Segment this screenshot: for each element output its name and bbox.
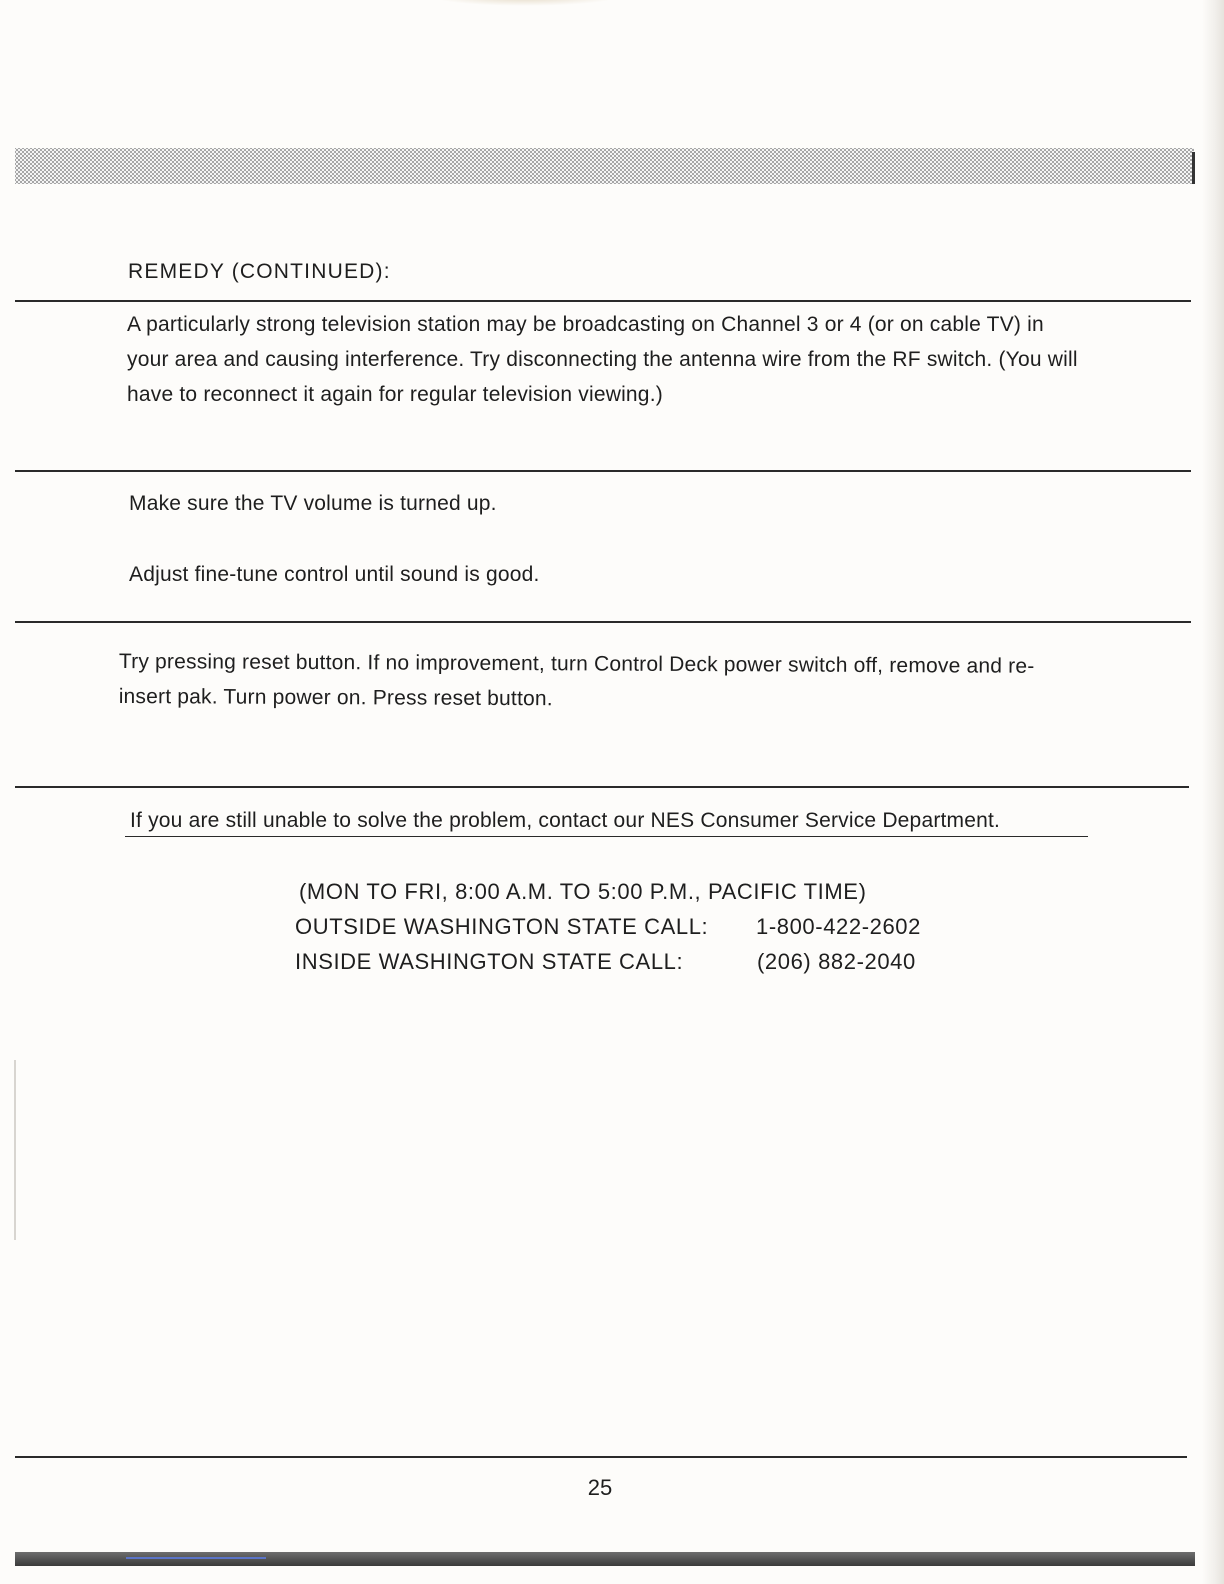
page-right-edge	[1202, 0, 1224, 1584]
top-smudge	[430, 0, 620, 6]
remedy-fine-tune-text: Adjust fine-tune control until sound is good.	[129, 563, 540, 586]
section-divider	[15, 300, 1191, 302]
bottom-edge-strip	[126, 1557, 266, 1559]
dotted-header-band-cap	[1192, 152, 1195, 184]
remedy-reset-text: Try pressing reset button. If no improvement, turn Control Deck power switch off, remove and re-insert pak. Turn power on. Press reset button.	[118, 649, 1035, 711]
section-divider	[15, 786, 1189, 788]
section-divider	[15, 470, 1191, 472]
page-number: 25	[587, 1475, 613, 1500]
dotted-header-band	[15, 148, 1194, 184]
bottom-edge-bar	[15, 1552, 1195, 1566]
service-hours: (MON TO FRI, 8:00 A.M. TO 5:00 P.M., PACIFIC TIME)	[299, 879, 867, 904]
inside-state-label: INSIDE WASHINGTON STATE CALL:	[295, 949, 684, 974]
remedy-interference-text: A particularly strong television station may be broadcasting on Channel 3 or 4 (or on cable TV) in your area and causing interference. Try disconnecting the antenna wire from the RF switch. (You will have to reconnect it again for regular television viewing.)	[127, 313, 1078, 406]
section-divider	[15, 621, 1191, 623]
remedy-volume-text: Make sure the TV volume is turned up.	[129, 492, 497, 515]
contact-block	[295, 874, 921, 979]
outside-state-label: OUTSIDE WASHINGTON STATE CALL:	[295, 914, 709, 939]
inside-state-phone-number: (206) 882-2040	[757, 949, 916, 974]
contact-service-note: If you are still unable to solve the problem, contact our NES Consumer Service Department.	[125, 806, 1088, 837]
outside-state-phone-number: 1-800-422-2602	[756, 914, 921, 939]
section-heading: REMEDY (CONTINUED):	[128, 260, 391, 283]
footer-divider	[15, 1456, 1187, 1458]
page-left-edge	[14, 1060, 16, 1240]
